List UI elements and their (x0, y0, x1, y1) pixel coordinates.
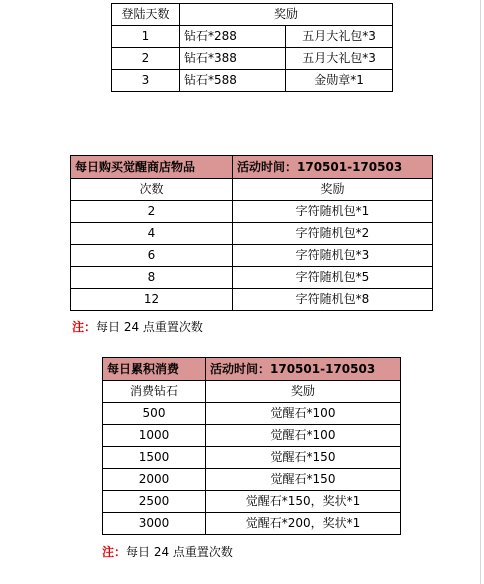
count-cell: 6 (71, 245, 233, 267)
reset-note (72, 318, 203, 335)
activity-time: 活动时间：170501-170503 (233, 156, 433, 179)
table-row (103, 491, 401, 513)
table-row (103, 403, 401, 425)
daily-spend-table (102, 357, 401, 535)
table-row (71, 267, 433, 289)
note-label: 注： (102, 545, 127, 559)
table-row (103, 447, 401, 469)
day-cell: 3 (112, 70, 180, 92)
table-title-row (103, 358, 401, 381)
table-row (112, 26, 393, 48)
reward-cell-b: 金勋章*1 (286, 70, 393, 92)
reward-cell: 字符随机包*2 (233, 223, 433, 245)
column-header-reward: 奖励 (180, 4, 393, 26)
table-row (71, 245, 433, 267)
table-row (71, 201, 433, 223)
column-header-reward: 奖励 (233, 179, 433, 201)
activity-time: 活动时间：170501-170503 (206, 358, 401, 381)
reward-cell: 字符随机包*3 (233, 245, 433, 267)
table-row (71, 289, 433, 311)
column-header-reward: 奖励 (206, 381, 401, 403)
table-row (112, 48, 393, 70)
count-cell: 8 (71, 267, 233, 289)
reward-cell: 觉醒石*100 (206, 403, 401, 425)
reward-cell-a: 钻石*388 (180, 48, 286, 70)
reward-cell-b: 五月大礼包*3 (286, 26, 393, 48)
spend-cell: 2500 (103, 491, 206, 513)
table-row (103, 513, 401, 535)
spend-cell: 500 (103, 403, 206, 425)
table-title: 每日购买觉醒商店物品 (71, 156, 233, 179)
day-cell: 1 (112, 26, 180, 48)
table-header-row (71, 179, 433, 201)
reward-cell-a: 钻石*588 (180, 70, 286, 92)
count-cell: 2 (71, 201, 233, 223)
reward-cell-b: 五月大礼包*3 (286, 48, 393, 70)
spend-cell: 3000 (103, 513, 206, 535)
table-header-row (103, 381, 401, 403)
column-header-days: 登陆天数 (112, 4, 180, 26)
spend-cell: 1000 (103, 425, 206, 447)
table-row (71, 223, 433, 245)
reward-cell: 觉醒石*200，奖状*1 (206, 513, 401, 535)
reward-cell-a: 钻石*288 (180, 26, 286, 48)
table-title: 每日累积消费 (103, 358, 206, 381)
login-reward-table (111, 3, 393, 92)
count-cell: 4 (71, 223, 233, 245)
table-header-row (112, 4, 393, 26)
count-cell: 12 (71, 289, 233, 311)
note-text: 每日 24 点重置次数 (96, 320, 203, 334)
note-label: 注： (72, 320, 97, 334)
spend-cell: 2000 (103, 469, 206, 491)
page-edge-divider (480, 0, 481, 584)
table-title-row (71, 156, 433, 179)
reward-cell: 觉醒石*150 (206, 447, 401, 469)
table-row (103, 425, 401, 447)
reward-cell: 觉醒石*150 (206, 469, 401, 491)
reset-note (102, 543, 233, 560)
reward-cell: 字符随机包*5 (233, 267, 433, 289)
spend-cell: 1500 (103, 447, 206, 469)
reward-cell: 字符随机包*1 (233, 201, 433, 223)
table-row (103, 469, 401, 491)
reward-cell: 字符随机包*8 (233, 289, 433, 311)
reward-cell: 觉醒石*150，奖状*1 (206, 491, 401, 513)
column-header-count: 次数 (71, 179, 233, 201)
table-row (112, 70, 393, 92)
shop-purchase-table (70, 155, 433, 311)
note-text: 每日 24 点重置次数 (126, 545, 233, 559)
reward-cell: 觉醒石*100 (206, 425, 401, 447)
column-header-spend: 消费钻石 (103, 381, 206, 403)
day-cell: 2 (112, 48, 180, 70)
